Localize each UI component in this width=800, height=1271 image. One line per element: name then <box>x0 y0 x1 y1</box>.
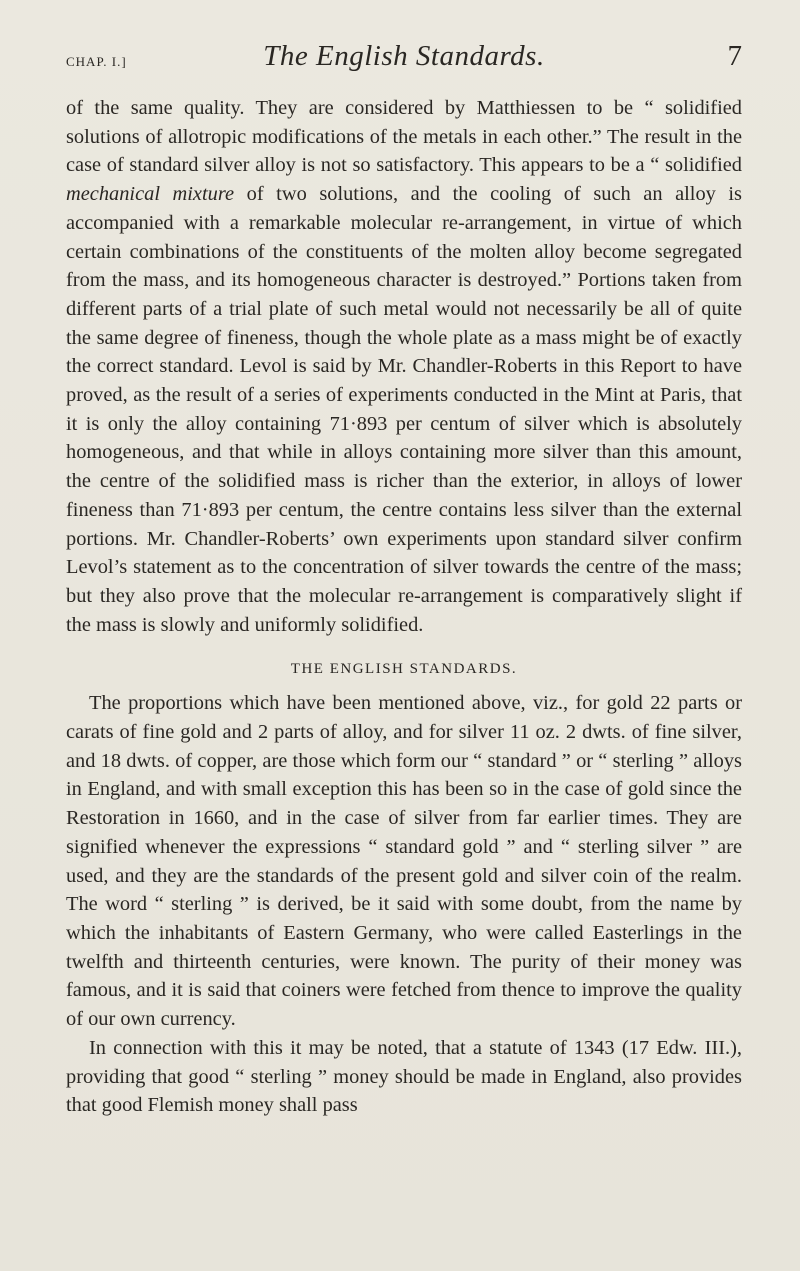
page-title: The English Standards. <box>263 40 545 72</box>
paragraph-1-part-a: of the same quality. They are considered by Matthiessen to be “ solidified solutions of allotropic modifications of the metals in each other.” The result in the case of standard silver alloy is not so satisfactory. This appears to be a “ solidified <box>66 97 742 177</box>
paragraph-english-standards: The proportions which have been mentioned above, viz., for gold 22 parts or carats of fine gold and 2 parts of alloy, and for silver 11 oz. 2 dwts. of fine silver, and 18 dwts. of copper, are those which form our “ standard ” or “ sterling ” alloys in England, and with small exception this has been so in the case of gold since the Restoration in 1660, and in the case of silver from far earlier times. They are signified whenever the expressions “ standard gold ” and “ sterling silver ” are used, and they are the standards of the present gold and silver coin of the realm. The word “ sterling ” is derived, be it said with some doubt, from the name by which the inhabitants of Eastern Germany, who were called Easterlings in the twelfth and thirteenth centuries, were known. The purity of their money was famous, and it is said that coiners were fetched from thence to improve the quality of our own currency. <box>66 692 742 1031</box>
paragraph-matthiessen <box>66 94 742 639</box>
running-head <box>66 38 742 94</box>
chapter-label: CHAP. I.] <box>66 54 127 69</box>
page-number: 7 <box>727 40 742 72</box>
italic-phrase: mechanical mixture <box>66 183 235 206</box>
paragraph-1-part-b: of two solutions, and the cooling of such an alloy is accompanied with a remarkable molecular re-arrangement, in virtue of which certain combinations of the constituents of the molten alloy become segregated from the mass, and its homogeneous character is destroyed.” Portions taken from different parts of a trial plate of such metal would not necessarily be all of quite the same degree of fineness, though the whole plate as a mass might be of exactly the correct standard. Levol is said by Mr. Chandler-Roberts in this Report to have proved, as the result of a series of experiments conducted in the Mint at Paris, that it is only the alloy containing 71·893 per centum of silver which is absolutely homogeneous, and that while in alloys containing more silver than this amount, the centre of the solidified mass is richer than the exterior, in alloys of lower fineness than 71·893 per centum, the centre contains less silver than the external portions. Mr. Chandler-Roberts’ own experiments upon standard silver confirm Levol’s statement as to the concentration of silver towards the centre of the mass; but they also prove that the molecular re-arrangement is comparatively slight if the mass is slowly and uniformly solidified. <box>66 183 742 636</box>
section-heading: THE ENGLISH STANDARDS. <box>290 661 518 678</box>
body-text <box>66 94 742 1120</box>
paragraph-statute: In connection with this it may be noted, that a statute of 1343 (17 Edw. III.), providing that good “ sterling ” money should be made in England, also provides that good Flemish money shall pass <box>66 1036 742 1117</box>
